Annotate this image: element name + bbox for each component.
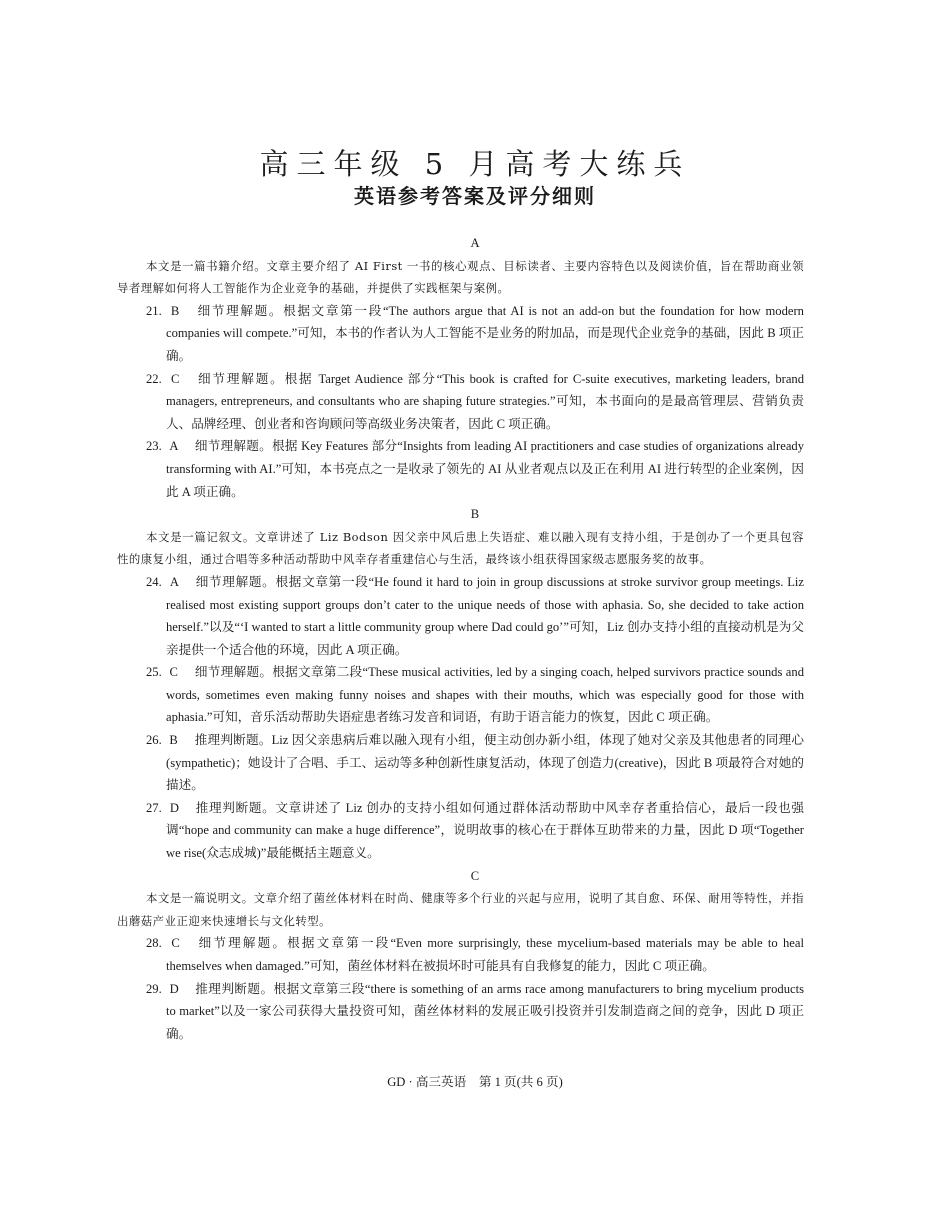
question-answer: B <box>169 733 178 748</box>
question-explanation: 推理判断题。根据文章第三段“there is something of an arms race among manufacturers to bring mycelium products to market”以及一家公司获得大量投资可知，菌丝体材料的发展正吸引投资并引发制造商之间的竞争，因此 D 项正确。 <box>166 981 804 1041</box>
question-answer: D <box>169 800 179 815</box>
section-letter: B <box>470 507 480 522</box>
question-item <box>146 932 804 977</box>
question-answer: C <box>171 371 180 386</box>
question-number: 22. <box>146 371 162 386</box>
section-c <box>117 865 804 1046</box>
question-item <box>146 797 804 865</box>
question-explanation: 细节理解题。根据 Key Features 部分“Insights from leading AI practitioners and case studies of organizations already transforming with AI.”可知，本书亮点之一是收录了领先的 AI 从业者观点以及正在利用 AI 进行转型的企业案例，因此 A 项正确。 <box>166 439 804 499</box>
question-number: 21. <box>146 303 162 318</box>
question-item <box>146 978 804 1046</box>
section-summary: 本文是一篇书籍介绍。文章主要介绍了 AI First 一书的核心观点、目标读者、主要内容特色以及阅读价值，旨在帮助商业领导者理解如何将人工智能作为企业竞争的基础，并提供了实践框架与案例。 <box>117 258 804 296</box>
question-answer: C <box>169 665 178 680</box>
question-number: 23. <box>146 439 162 454</box>
page-title: 高三年级 5 月高考大练兵 <box>259 147 691 181</box>
question-answer: A <box>169 439 179 454</box>
answer-content <box>117 232 804 1045</box>
question-answer: C <box>171 936 180 951</box>
section-b <box>117 503 804 865</box>
question-answer: A <box>169 574 179 589</box>
section-letter: A <box>470 236 480 250</box>
question-item <box>146 300 804 368</box>
question-explanation: 细节理解题。根据文章第一段“Even more surprisingly, these mycelium-based materials may be able to heal themselves when damaged.”可知，菌丝体材料在被损坏时可能具有自我修复的能力，因此 C 项正确。 <box>166 936 804 973</box>
question-explanation: 推理判断题。Liz 因父亲患病后难以融入现有小组，便主动创办新小组，体现了她对父亲及其他患者的同理心(sympathetic)；她设计了合唱、手工、运动等多种创新性康复活动，体现了创造力(creative)，因此 B 项最符合对她的描述。 <box>166 733 804 793</box>
question-explanation: 细节理解题。根据文章第一段“He found it hard to join in group discussions at stroke survivor group meetings. Liz realised most existing support groups don’t cater to the unique needs of those with aphasia. So, she decided to take action herself.”以及“‘I wanted to start a little community group where Dad could go’”可知，Liz 创办支持小组的直接动机是为父亲提供一个适合他的环境，因此 A 项正确。 <box>166 574 804 657</box>
section-a <box>117 232 804 503</box>
section-letter: C <box>470 868 480 883</box>
question-item <box>146 661 804 729</box>
question-explanation: 推理判断题。文章讲述了 Liz 创办的支持小组如何通过群体活动帮助中风幸存者重拾信心，最后一段也强调“hope and community can make a huge difference”，说明故事的核心在于群体互助带来的力量，因此 D 项“Together we rise(众志成城)”最能概括主题意义。 <box>166 800 804 861</box>
question-item <box>146 571 804 661</box>
question-explanation: 细节理解题。根据文章第二段“These musical activities, led by a singing coach, helped survivors practice sounds and words, sometimes even making funny noises and shapes with their mouths, which was especially good for those with aphasia.”可知，音乐活动帮助失语症患者练习发音和词语，有助于语言能力的恢复，因此 C 项正确。 <box>166 665 804 725</box>
section-summary: 本文是一篇记叙文。文章讲述了 Liz Bodson 因父亲中风后患上失语症、难以融入现有支持小组，于是创办了一个更具包容性的康复小组，通过合唱等多种活动帮助中风幸存者重建信心与生活，最终该小组获得国家级志愿服务奖的故事。 <box>117 529 804 567</box>
question-explanation: 细节理解题。根据文章第一段“The authors argue that AI is not an add-on but the foundation for how modern companies will compete.”可知，本书的作者认为人工智能不是业务的附加品，而是现代企业竞争的基础，因此 B 项正确。 <box>166 303 804 363</box>
page-subtitle: 英语参考答案及评分细则 <box>354 184 596 208</box>
question-number: 29. <box>146 981 162 996</box>
section-summary: 本文是一篇说明文。文章介绍了菌丝体材料在时尚、健康等多个行业的兴起与应用，说明了其自愈、环保、耐用等特性，并指出蘑菇产业正迎来快速增长与文化转型。 <box>117 891 804 928</box>
question-item <box>146 368 804 436</box>
question-number: 28. <box>146 936 162 951</box>
page-footer: GD · 高三英语 第 1 页(共 6 页) <box>387 1075 563 1089</box>
question-number: 25. <box>146 665 162 680</box>
question-number: 27. <box>146 800 162 815</box>
question-answer: B <box>170 303 180 318</box>
question-explanation: 细节理解题。根据 Target Audience 部分“This book is crafted for C-suite executives, marketing leaders, brand managers, entrepreneurs, and consultants who are shaping future strategies.”可知，本书面向的是最高管理层、营销负责人、品牌经理、创业者和咨询顾问等高级业务决策者，因此 C 项正确。 <box>166 371 804 431</box>
question-item <box>146 729 804 797</box>
question-number: 26. <box>146 733 162 748</box>
question-item <box>146 435 804 503</box>
question-number: 24. <box>146 574 162 589</box>
question-answer: D <box>169 981 179 996</box>
